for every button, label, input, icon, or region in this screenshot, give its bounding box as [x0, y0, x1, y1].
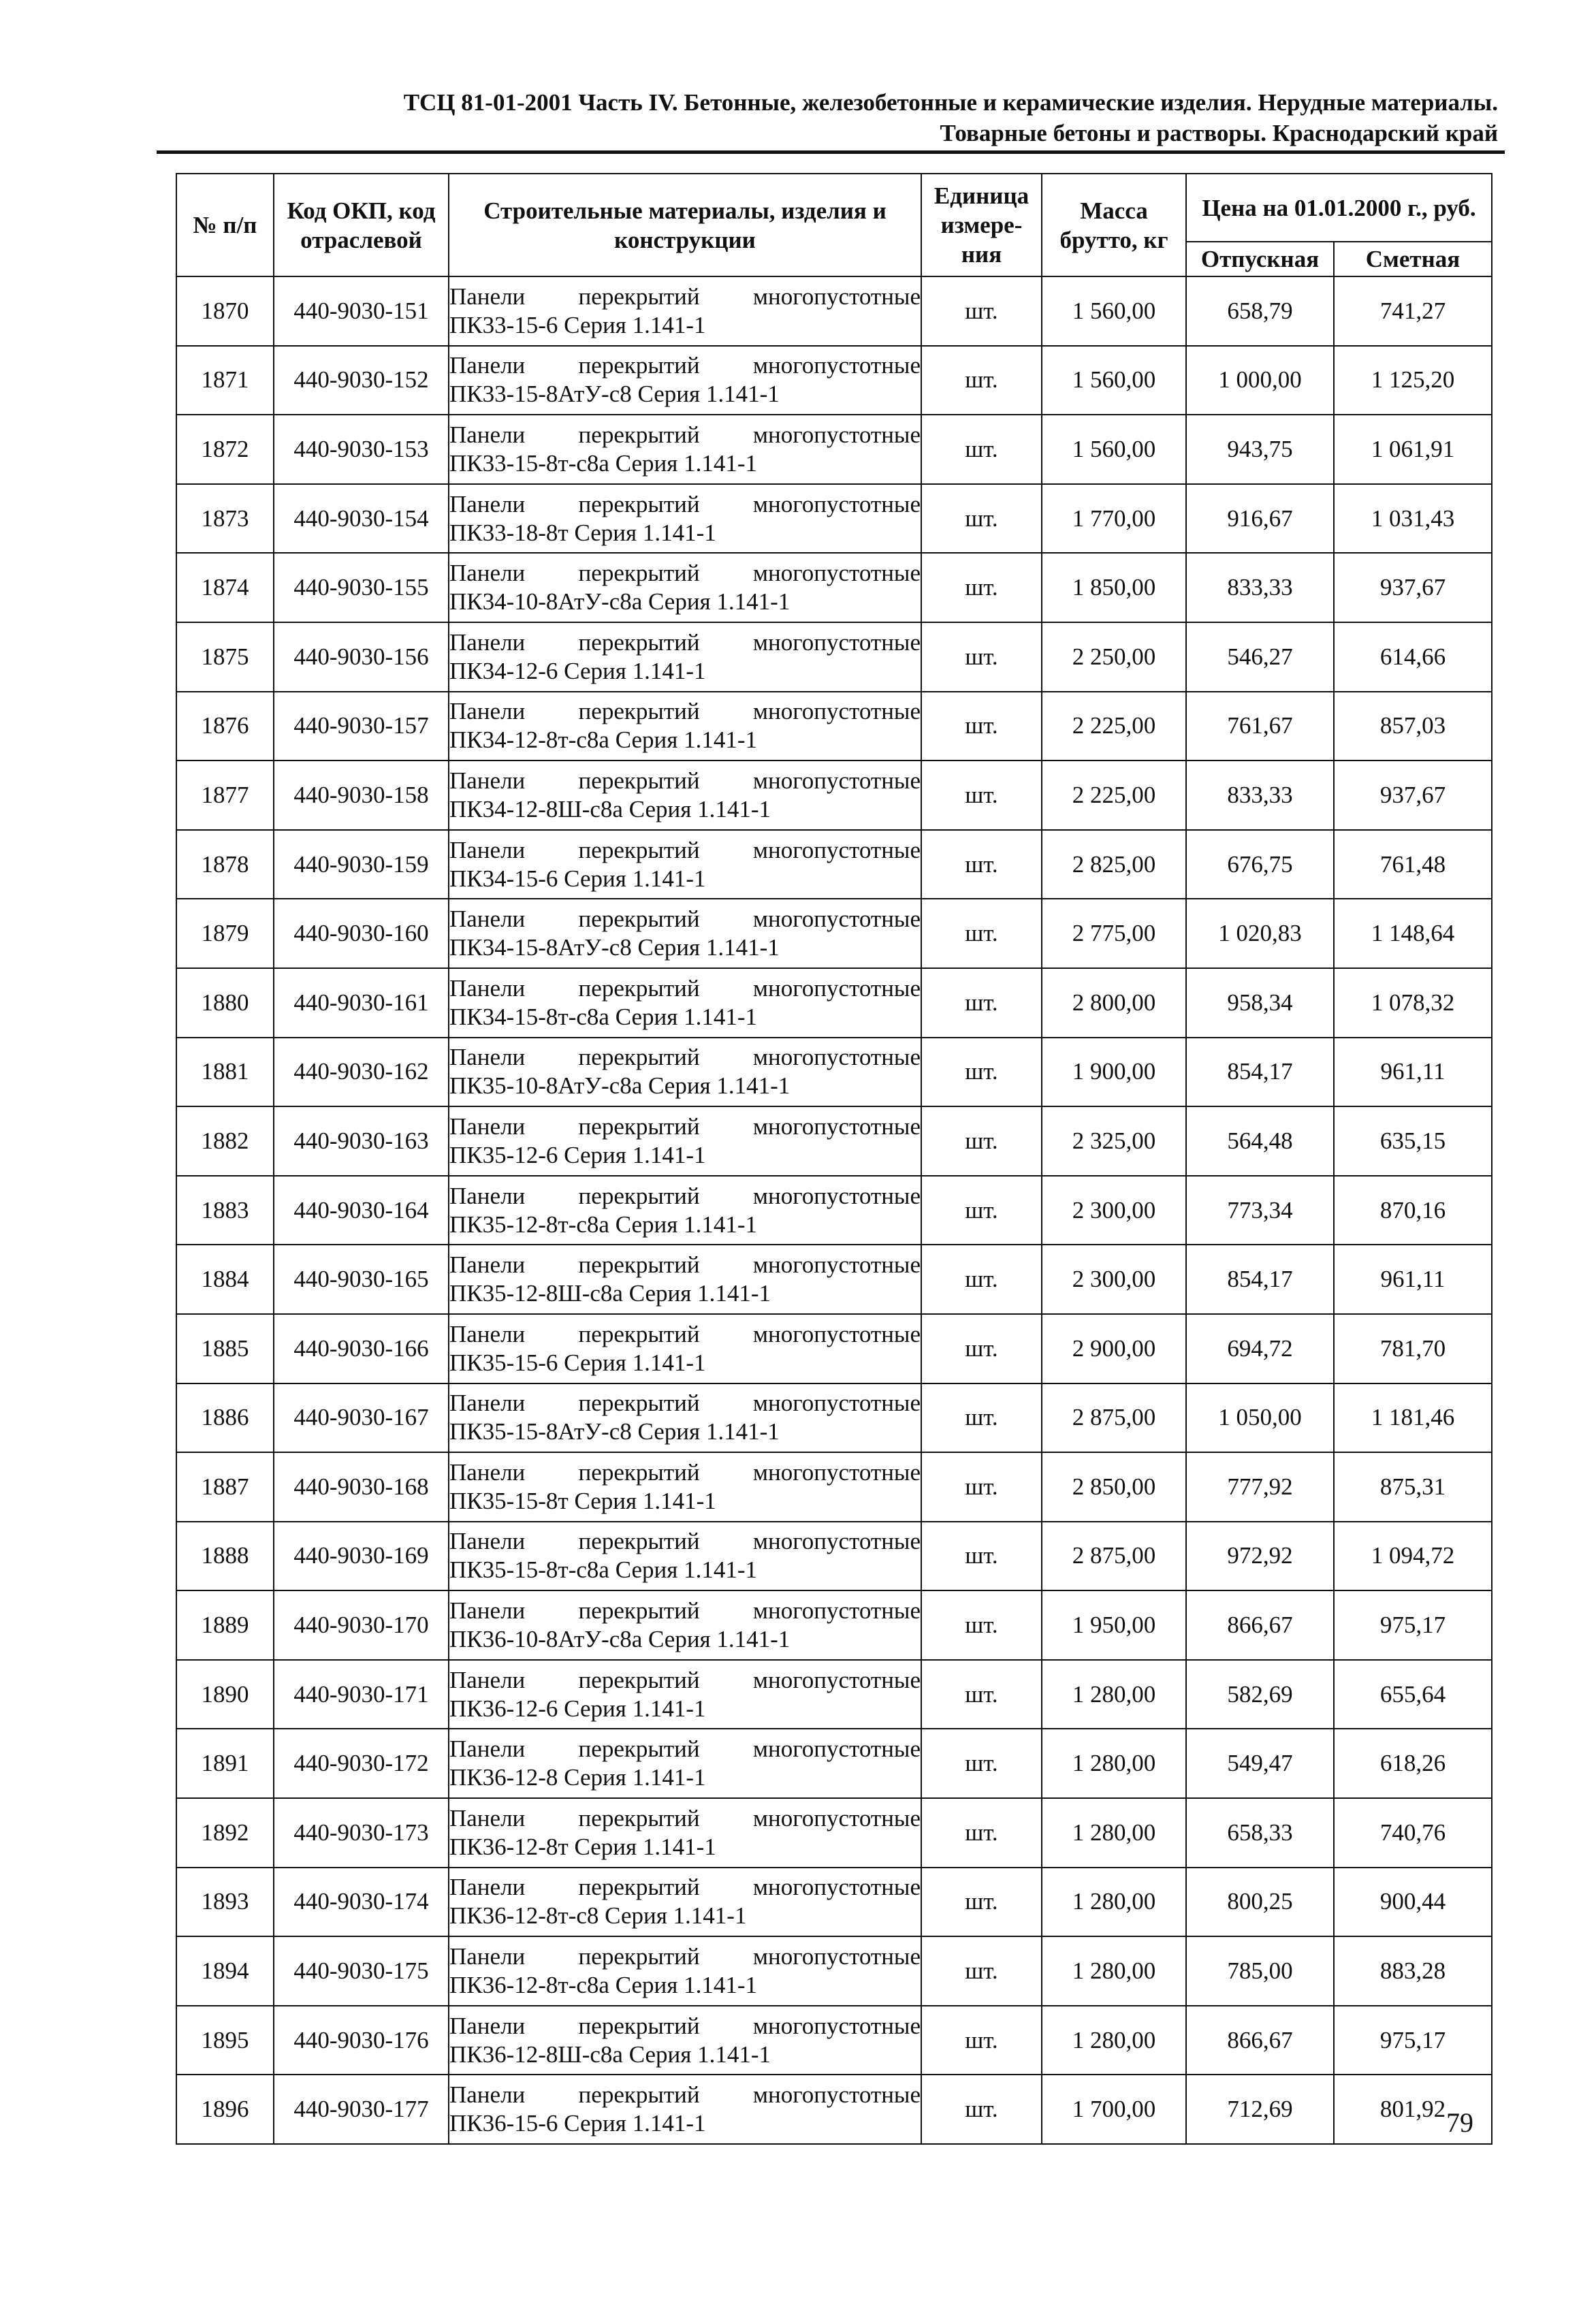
- cell-material: [449, 1245, 921, 1314]
- cell-material: [449, 761, 921, 830]
- table-row: [176, 1038, 1492, 1107]
- material-line-1: Панели перекрытий многопустотные: [449, 1943, 921, 1970]
- cell-num: 1886: [176, 1383, 274, 1453]
- cell-price-release: 785,00: [1186, 1936, 1334, 2006]
- cell-mass: 2 875,00: [1042, 1383, 1186, 1453]
- cell-code: 440-9030-174: [274, 1868, 449, 1937]
- cell-num: 1870: [176, 276, 274, 346]
- cell-mass: 2 875,00: [1042, 1522, 1186, 1591]
- cell-num: 1875: [176, 622, 274, 692]
- cell-mass: 2 850,00: [1042, 1452, 1186, 1522]
- material-line-2: ПК34-10-8АтУ-с8а Серия 1.141-1: [449, 588, 791, 615]
- material-line-2: ПК36-12-8т-с8 Серия 1.141-1: [449, 1902, 747, 1930]
- cell-mass: 2 825,00: [1042, 830, 1186, 899]
- material-line-1: Панели перекрытий многопустотные: [449, 283, 921, 310]
- table-row: [176, 692, 1492, 761]
- material-line-1: Панели перекрытий многопустотные: [449, 1458, 921, 1486]
- cell-material: [449, 622, 921, 692]
- material-line-2: ПК35-12-8т-с8а Серия 1.141-1: [449, 1211, 757, 1238]
- material-line-2: ПК36-12-6 Серия 1.141-1: [449, 1695, 706, 1722]
- cell-price-release: 564,48: [1186, 1106, 1334, 1176]
- cell-price-estimate: 975,17: [1334, 2006, 1492, 2075]
- cell-mass: 1 280,00: [1042, 1936, 1186, 2006]
- material-line-2: ПК36-12-8т-с8а Серия 1.141-1: [449, 1972, 757, 1999]
- cell-material: [449, 1038, 921, 1107]
- table-row: [176, 2075, 1492, 2144]
- cell-mass: 2 325,00: [1042, 1106, 1186, 1176]
- material-line-2: ПК36-12-8Ш-с8а Серия 1.141-1: [449, 2041, 771, 2068]
- cell-material: [449, 2006, 921, 2075]
- material-line-2: ПК35-12-6 Серия 1.141-1: [449, 1141, 706, 1168]
- cell-num: 1889: [176, 1590, 274, 1660]
- table-body: [176, 276, 1492, 2144]
- cell-num: 1893: [176, 1868, 274, 1937]
- cell-code: 440-9030-177: [274, 2075, 449, 2144]
- material-line-2: ПК33-15-6 Серия 1.141-1: [449, 311, 706, 338]
- cell-price-release: 658,79: [1186, 276, 1334, 346]
- material-line-2: ПК36-15-6 Серия 1.141-1: [449, 2110, 706, 2137]
- cell-price-estimate: 900,44: [1334, 1868, 1492, 1937]
- material-line-1: Панели перекрытий многопустотные: [449, 421, 921, 448]
- material-line-1: Панели перекрытий многопустотные: [449, 1113, 921, 1140]
- cell-price-release: 676,75: [1186, 830, 1334, 899]
- cell-price-release: 777,92: [1186, 1452, 1334, 1522]
- cell-price-release: 854,17: [1186, 1245, 1334, 1314]
- material-line-1: Панели перекрытий многопустотные: [449, 1597, 921, 1625]
- material-line-1: Панели перекрытий многопустотные: [449, 490, 921, 517]
- cell-material: [449, 1383, 921, 1453]
- cell-unit: шт.: [921, 276, 1042, 346]
- cell-material: [449, 1729, 921, 1798]
- column-header-mass: Масса брутто, кг: [1042, 174, 1186, 276]
- cell-price-estimate: 961,11: [1334, 1038, 1492, 1107]
- cell-mass: 1 850,00: [1042, 553, 1186, 622]
- material-line-1: Панели перекрытий многопустотные: [449, 1390, 921, 1417]
- cell-unit: шт.: [921, 1452, 1042, 1522]
- cell-material: [449, 2075, 921, 2144]
- material-line-1: Панели перекрытий многопустотные: [449, 560, 921, 587]
- cell-unit: шт.: [921, 346, 1042, 415]
- material-line-2: ПК34-15-8т-с8а Серия 1.141-1: [449, 1003, 757, 1030]
- cell-price-release: 943,75: [1186, 415, 1334, 484]
- cell-num: 1888: [176, 1522, 274, 1591]
- cell-code: 440-9030-171: [274, 1660, 449, 1729]
- table-row: [176, 968, 1492, 1038]
- cell-code: 440-9030-161: [274, 968, 449, 1038]
- material-line-1: Панели перекрытий многопустотные: [449, 767, 921, 794]
- table-row: [176, 1729, 1492, 1798]
- material-line-2: ПК35-12-8Ш-с8а Серия 1.141-1: [449, 1280, 771, 1307]
- table-row: [176, 830, 1492, 899]
- material-line-1: Панели перекрытий многопустотные: [449, 1735, 921, 1763]
- cell-price-release: 582,69: [1186, 1660, 1334, 1729]
- cell-code: 440-9030-176: [274, 2006, 449, 2075]
- cell-code: 440-9030-159: [274, 830, 449, 899]
- cell-unit: шт.: [921, 1660, 1042, 1729]
- cell-price-release: 958,34: [1186, 968, 1334, 1038]
- cell-material: [449, 830, 921, 899]
- material-line-1: Панели перекрытий многопустотные: [449, 698, 921, 725]
- cell-price-release: 773,34: [1186, 1176, 1334, 1245]
- cell-price-estimate: 937,67: [1334, 553, 1492, 622]
- cell-code: 440-9030-151: [274, 276, 449, 346]
- cell-price-estimate: 1 094,72: [1334, 1522, 1492, 1591]
- cell-mass: 2 800,00: [1042, 968, 1186, 1038]
- cell-num: 1896: [176, 2075, 274, 2144]
- cell-mass: 1 280,00: [1042, 1868, 1186, 1937]
- material-line-1: Панели перекрытий многопустотные: [449, 974, 921, 1002]
- cell-price-release: 866,67: [1186, 2006, 1334, 2075]
- cell-mass: 2 250,00: [1042, 622, 1186, 692]
- material-line-2: ПК35-15-8АтУ-с8 Серия 1.141-1: [449, 1418, 780, 1445]
- cell-num: 1873: [176, 484, 274, 554]
- cell-price-release: 1 020,83: [1186, 899, 1334, 968]
- cell-code: 440-9030-164: [274, 1176, 449, 1245]
- cell-unit: шт.: [921, 484, 1042, 554]
- cell-code: 440-9030-156: [274, 622, 449, 692]
- cell-mass: 1 560,00: [1042, 276, 1186, 346]
- cell-num: 1876: [176, 692, 274, 761]
- cell-unit: шт.: [921, 1936, 1042, 2006]
- cell-unit: шт.: [921, 1868, 1042, 1937]
- cell-material: [449, 1452, 921, 1522]
- table-row: [176, 1383, 1492, 1453]
- material-line-2: ПК34-15-6 Серия 1.141-1: [449, 865, 706, 892]
- table-row: [176, 1590, 1492, 1660]
- cell-unit: шт.: [921, 899, 1042, 968]
- table-row: [176, 1245, 1492, 1314]
- column-header-code: Код ОКП, код отраслевой: [274, 174, 449, 276]
- cell-num: 1879: [176, 899, 274, 968]
- cell-material: [449, 1798, 921, 1868]
- cell-price-estimate: 740,76: [1334, 1798, 1492, 1868]
- table-row: [176, 346, 1492, 415]
- cell-code: 440-9030-154: [274, 484, 449, 554]
- cell-code: 440-9030-165: [274, 1245, 449, 1314]
- cell-price-release: 866,67: [1186, 1590, 1334, 1660]
- table-row: [176, 415, 1492, 484]
- cell-price-release: 694,72: [1186, 1314, 1334, 1383]
- header-line-2: Товарные бетоны и растворы. Краснодарский край: [940, 120, 1498, 146]
- cell-material: [449, 1590, 921, 1660]
- cell-price-estimate: 1 148,64: [1334, 899, 1492, 968]
- table-row: [176, 1522, 1492, 1591]
- cell-price-estimate: 857,03: [1334, 692, 1492, 761]
- cell-num: 1872: [176, 415, 274, 484]
- cell-material: [449, 1868, 921, 1937]
- cell-price-release: 833,33: [1186, 761, 1334, 830]
- cell-price-release: 800,25: [1186, 1868, 1334, 1937]
- cell-num: 1890: [176, 1660, 274, 1729]
- page-number: 79: [1446, 2107, 1473, 2138]
- cell-code: 440-9030-158: [274, 761, 449, 830]
- cell-price-release: 761,67: [1186, 692, 1334, 761]
- cell-unit: шт.: [921, 1176, 1042, 1245]
- cell-num: 1874: [176, 553, 274, 622]
- material-line-1: Панели перекрытий многопустотные: [449, 906, 921, 933]
- cell-code: 440-9030-170: [274, 1590, 449, 1660]
- cell-material: [449, 899, 921, 968]
- cell-price-release: 658,33: [1186, 1798, 1334, 1868]
- cell-material: [449, 1106, 921, 1176]
- cell-code: 440-9030-173: [274, 1798, 449, 1868]
- cell-price-release: 833,33: [1186, 553, 1334, 622]
- cell-unit: шт.: [921, 622, 1042, 692]
- cell-unit: шт.: [921, 1106, 1042, 1176]
- cell-material: [449, 692, 921, 761]
- cell-unit: шт.: [921, 553, 1042, 622]
- column-header-price-group: Цена на 01.01.2000 г., руб.: [1186, 174, 1492, 242]
- cell-code: 440-9030-152: [274, 346, 449, 415]
- cell-mass: 2 300,00: [1042, 1245, 1186, 1314]
- cell-price-release: 854,17: [1186, 1038, 1334, 1107]
- cell-code: 440-9030-172: [274, 1729, 449, 1798]
- cell-mass: 1 280,00: [1042, 2006, 1186, 2075]
- cell-mass: 1 280,00: [1042, 1729, 1186, 1798]
- material-line-2: ПК36-12-8 Серия 1.141-1: [449, 1764, 706, 1791]
- table-row: [176, 1452, 1492, 1522]
- table-row: [176, 1868, 1492, 1937]
- material-line-1: Панели перекрытий многопустотные: [449, 1320, 921, 1347]
- cell-code: 440-9030-155: [274, 553, 449, 622]
- cell-mass: 1 280,00: [1042, 1798, 1186, 1868]
- table-row: [176, 553, 1492, 622]
- material-line-2: ПК36-12-8т Серия 1.141-1: [449, 1833, 716, 1860]
- column-header-price-release: Отпускная: [1186, 242, 1334, 276]
- cell-num: 1895: [176, 2006, 274, 2075]
- cell-code: 440-9030-169: [274, 1522, 449, 1591]
- cell-unit: шт.: [921, 692, 1042, 761]
- cell-price-release: 546,27: [1186, 622, 1334, 692]
- cell-mass: 2 775,00: [1042, 899, 1186, 968]
- table-header: [176, 174, 1492, 276]
- cell-price-release: 712,69: [1186, 2075, 1334, 2144]
- cell-mass: 1 770,00: [1042, 484, 1186, 554]
- column-header-price-estimate: Сметная: [1334, 242, 1492, 276]
- cell-price-estimate: 1 125,20: [1334, 346, 1492, 415]
- cell-mass: 1 900,00: [1042, 1038, 1186, 1107]
- material-line-2: ПК34-15-8АтУ-с8 Серия 1.141-1: [449, 934, 780, 961]
- cell-price-release: 1 000,00: [1186, 346, 1334, 415]
- cell-material: [449, 1176, 921, 1245]
- material-line-1: Панели перекрытий многопустотные: [449, 628, 921, 656]
- table-row: [176, 1660, 1492, 1729]
- cell-unit: шт.: [921, 415, 1042, 484]
- cell-material: [449, 968, 921, 1038]
- cell-mass: 2 225,00: [1042, 761, 1186, 830]
- cell-price-estimate: 1 181,46: [1334, 1383, 1492, 1453]
- cell-unit: шт.: [921, 968, 1042, 1038]
- table-row: [176, 1798, 1492, 1868]
- cell-price-estimate: 741,27: [1334, 276, 1492, 346]
- cell-num: 1877: [176, 761, 274, 830]
- cell-material: [449, 346, 921, 415]
- table-row: [176, 1176, 1492, 1245]
- cell-unit: шт.: [921, 2075, 1042, 2144]
- material-line-2: ПК34-12-8Ш-с8а Серия 1.141-1: [449, 795, 771, 822]
- header-rule: [157, 150, 1505, 154]
- cell-mass: 1 700,00: [1042, 2075, 1186, 2144]
- table-row: [176, 761, 1492, 830]
- cell-material: [449, 1314, 921, 1383]
- cell-material: [449, 484, 921, 554]
- cell-mass: 2 900,00: [1042, 1314, 1186, 1383]
- table-row: [176, 276, 1492, 346]
- cell-price-estimate: 870,16: [1334, 1176, 1492, 1245]
- cell-price-estimate: 635,15: [1334, 1106, 1492, 1176]
- material-line-1: Панели перекрытий многопустотные: [449, 1666, 921, 1693]
- material-line-1: Панели перекрытий многопустотные: [449, 2012, 921, 2039]
- cell-material: [449, 553, 921, 622]
- material-line-1: Панели перекрытий многопустотные: [449, 1528, 921, 1555]
- cell-num: 1882: [176, 1106, 274, 1176]
- material-line-2: ПК35-15-6 Серия 1.141-1: [449, 1349, 706, 1376]
- cell-code: 440-9030-163: [274, 1106, 449, 1176]
- cell-price-estimate: 883,28: [1334, 1936, 1492, 2006]
- cell-material: [449, 276, 921, 346]
- cell-num: 1883: [176, 1176, 274, 1245]
- cell-price-estimate: 781,70: [1334, 1314, 1492, 1383]
- cell-unit: шт.: [921, 1245, 1042, 1314]
- cell-num: 1894: [176, 1936, 274, 2006]
- cell-mass: 1 560,00: [1042, 346, 1186, 415]
- cell-code: 440-9030-168: [274, 1452, 449, 1522]
- cell-price-estimate: 761,48: [1334, 830, 1492, 899]
- cell-code: 440-9030-160: [274, 899, 449, 968]
- cell-material: [449, 415, 921, 484]
- material-line-2: ПК35-15-8т-с8а Серия 1.141-1: [449, 1556, 757, 1584]
- cell-price-release: 549,47: [1186, 1729, 1334, 1798]
- cell-num: 1880: [176, 968, 274, 1038]
- cell-num: 1878: [176, 830, 274, 899]
- table-row: [176, 1936, 1492, 2006]
- cell-mass: 1 560,00: [1042, 415, 1186, 484]
- material-line-1: Панели перекрытий многопустотные: [449, 352, 921, 379]
- cell-unit: шт.: [921, 2006, 1042, 2075]
- cell-material: [449, 1936, 921, 2006]
- cell-price-estimate: 875,31: [1334, 1452, 1492, 1522]
- material-line-2: ПК34-12-8т-с8а Серия 1.141-1: [449, 726, 757, 754]
- material-line-2: ПК33-15-8АтУ-с8 Серия 1.141-1: [449, 381, 780, 408]
- material-line-2: ПК36-10-8АтУ-с8а Серия 1.141-1: [449, 1626, 791, 1653]
- cell-price-release: 1 050,00: [1186, 1383, 1334, 1453]
- cell-price-estimate: 975,17: [1334, 1590, 1492, 1660]
- cell-price-release: 916,67: [1186, 484, 1334, 554]
- cell-unit: шт.: [921, 1314, 1042, 1383]
- material-line-2: ПК35-15-8т Серия 1.141-1: [449, 1487, 716, 1514]
- table-row: [176, 2006, 1492, 2075]
- cell-mass: 2 300,00: [1042, 1176, 1186, 1245]
- cell-price-estimate: 937,67: [1334, 761, 1492, 830]
- material-line-1: Панели перекрытий многопустотные: [449, 1251, 921, 1279]
- header-line-1: ТСЦ 81-01-2001 Часть IV. Бетонные, железобетонные и керамические изделия. Нерудные материалы.: [403, 89, 1498, 116]
- cell-unit: шт.: [921, 1522, 1042, 1591]
- cell-price-release: 972,92: [1186, 1522, 1334, 1591]
- column-header-num: № п/п: [176, 174, 274, 276]
- material-line-2: ПК33-18-8т Серия 1.141-1: [449, 519, 716, 546]
- material-line-1: Панели перекрытий многопустотные: [449, 1874, 921, 1901]
- cell-unit: шт.: [921, 1038, 1042, 1107]
- cell-price-estimate: 961,11: [1334, 1245, 1492, 1314]
- material-line-1: Панели перекрытий многопустотные: [449, 1182, 921, 1209]
- cell-code: 440-9030-166: [274, 1314, 449, 1383]
- cell-num: 1884: [176, 1245, 274, 1314]
- cell-code: 440-9030-153: [274, 415, 449, 484]
- cell-num: 1881: [176, 1038, 274, 1107]
- cell-code: 440-9030-162: [274, 1038, 449, 1107]
- cell-code: 440-9030-175: [274, 1936, 449, 2006]
- table-row: [176, 1106, 1492, 1176]
- cell-num: 1892: [176, 1798, 274, 1868]
- cell-material: [449, 1522, 921, 1591]
- cell-unit: шт.: [921, 761, 1042, 830]
- cell-price-estimate: 801,92: [1334, 2075, 1492, 2144]
- cell-num: 1871: [176, 346, 274, 415]
- cell-mass: 2 225,00: [1042, 692, 1186, 761]
- cell-num: 1887: [176, 1452, 274, 1522]
- material-line-1: Панели перекрытий многопустотные: [449, 1804, 921, 1831]
- cell-price-estimate: 1 061,91: [1334, 415, 1492, 484]
- cell-price-estimate: 614,66: [1334, 622, 1492, 692]
- table-row: [176, 484, 1492, 554]
- cell-code: 440-9030-167: [274, 1383, 449, 1453]
- column-header-material: Строительные материалы, изделия и конструкции: [449, 174, 921, 276]
- cell-price-estimate: 618,26: [1334, 1729, 1492, 1798]
- material-line-2: ПК34-12-6 Серия 1.141-1: [449, 657, 706, 684]
- cell-material: [449, 1660, 921, 1729]
- material-line-1: Панели перекрытий многопустотные: [449, 2081, 921, 2109]
- cell-mass: 1 280,00: [1042, 1660, 1186, 1729]
- table-row: [176, 899, 1492, 968]
- cell-num: 1885: [176, 1314, 274, 1383]
- cell-price-estimate: 655,64: [1334, 1660, 1492, 1729]
- material-line-1: Панели перекрытий многопустотные: [449, 1044, 921, 1071]
- material-line-1: Панели перекрытий многопустотные: [449, 836, 921, 863]
- table-row: [176, 622, 1492, 692]
- cell-unit: шт.: [921, 1383, 1042, 1453]
- price-table: [176, 173, 1493, 2145]
- cell-unit: шт.: [921, 1729, 1042, 1798]
- column-header-unit: Единица измере-ния: [921, 174, 1042, 276]
- page-header: [157, 87, 1498, 148]
- cell-num: 1891: [176, 1729, 274, 1798]
- cell-unit: шт.: [921, 1798, 1042, 1868]
- cell-unit: шт.: [921, 830, 1042, 899]
- material-line-2: ПК33-15-8т-с8а Серия 1.141-1: [449, 449, 757, 477]
- cell-unit: шт.: [921, 1590, 1042, 1660]
- table-row: [176, 1314, 1492, 1383]
- cell-price-estimate: 1 078,32: [1334, 968, 1492, 1038]
- cell-price-estimate: 1 031,43: [1334, 484, 1492, 554]
- cell-code: 440-9030-157: [274, 692, 449, 761]
- cell-mass: 1 950,00: [1042, 1590, 1186, 1660]
- material-line-2: ПК35-10-8АтУ-с8а Серия 1.141-1: [449, 1072, 791, 1100]
